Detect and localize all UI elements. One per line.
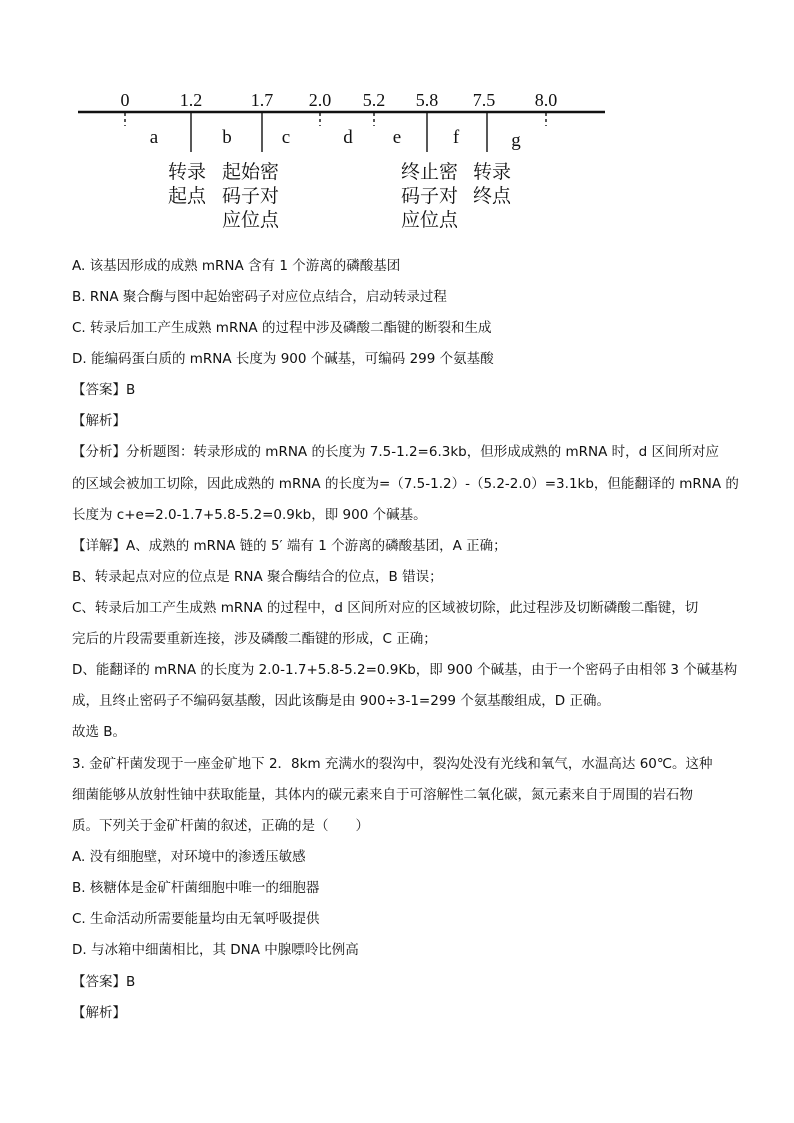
tick-label: 0: [120, 90, 130, 110]
detail-line: 【详解】A、成熟的 mRNA 链的 5′ 端有 1 个游离的磷酸基团，A 正确；: [72, 538, 507, 554]
tick-label: 1.7: [250, 90, 274, 110]
tick-label: 5.8: [415, 90, 439, 110]
tick-label: 5.2: [362, 90, 386, 110]
note-transcription-end: 终点: [473, 186, 512, 207]
note-start-codon-site: 起始密: [222, 162, 280, 183]
detail-line: 成，且终止密码子不编码氨基酸，因此该酶是由 900÷3-1=299 个氨基酸组成，D 正确。: [72, 693, 610, 709]
question-stem: 质。下列关于金矿杆菌的叙述，正确的是（ ）: [72, 818, 369, 834]
tick-label: 8.0: [534, 90, 558, 110]
tick-label: 2.0: [308, 90, 332, 110]
option-d: D. 与冰箱中细菌相比，其 DNA 中腺嘌呤比例高: [72, 942, 359, 958]
note-transcription-end: 转录: [473, 162, 512, 183]
explanation-heading: 【解析】: [72, 1005, 126, 1021]
answer-label: 【答案】B: [72, 382, 136, 398]
note-stop-codon-site: 应位点: [401, 210, 459, 231]
segment-label: g: [511, 130, 521, 151]
segment-label: c: [281, 127, 291, 148]
analysis-line: 【分析】分析题图：转录形成的 mRNA 的长度为 7.5-1.2=6.3kb，但形成成熟的 mRNA 时，d 区间所对应: [72, 444, 720, 460]
question-stem: 3. 金矿杆菌发现于一座金矿地下 2．8km 充满水的裂沟中，裂沟处没有光线和氧气，水温高达 60℃。这种: [72, 756, 713, 772]
detail-line: C、转录后加工产生成熟 mRNA 的过程中，d 区间所对应的区域被切除，此过程涉及切断磷酸二酯键，切: [72, 600, 699, 616]
question-stem: 细菌能够从放射性铀中获取能量，其体内的碳元素来自于可溶解性二氧化碳，氮元素来自于周围的岩石物: [72, 787, 693, 803]
explanation-heading: 【解析】: [72, 413, 126, 429]
option-b: B. RNA 聚合酶与图中起始密码子对应位点结合，启动转录过程: [72, 289, 447, 305]
note-transcription-start: 转录: [168, 162, 207, 183]
analysis-line: 长度为 c+e=2.0-1.7+5.8-5.2=0.9kb，即 900 个碱基。: [72, 507, 427, 523]
option-c: C. 生命活动所需要能量均由无氧呼吸提供: [72, 911, 320, 927]
note-start-codon-site: 码子对: [222, 186, 280, 207]
segment-label: d: [343, 127, 353, 148]
answer-label: 【答案】B: [72, 974, 136, 990]
option-a: A. 没有细胞壁，对环境中的渗透压敏感: [72, 849, 306, 865]
segment-label: e: [392, 127, 402, 148]
option-a: A. 该基因形成的成熟 mRNA 含有 1 个游离的磷酸基团: [72, 258, 401, 274]
gene-map-diagram: [0, 0, 794, 240]
tick-label: 1.2: [179, 90, 203, 110]
segment-label: b: [222, 127, 232, 148]
option-b: B. 核糖体是金矿杆菌细胞中唯一的细胞器: [72, 880, 320, 896]
detail-line: 完后的片段需要重新连接，涉及磷酸二酯键的形成，C 正确；: [72, 631, 437, 647]
note-start-codon-site: 应位点: [222, 210, 280, 231]
analysis-line: 的区域会被加工切除，因此成熟的 mRNA 的长度为=（7.5-1.2）-（5.2-2.0）=3.1kb，但能翻译的 mRNA 的: [72, 476, 739, 492]
segment-label: a: [149, 127, 159, 148]
note-stop-codon-site: 终止密: [401, 162, 459, 183]
tick-label: 7.5: [472, 90, 496, 110]
conclusion-line: 故选 B。: [72, 724, 127, 740]
detail-line: D、能翻译的 mRNA 的长度为 2.0-1.7+5.8-5.2=0.9Kb，即 900 个碱基，由于一个密码子由相邻 3 个碱基构: [72, 662, 738, 678]
note-transcription-start: 起点: [168, 186, 207, 207]
segment-label: f: [452, 127, 460, 148]
detail-line: B、转录起点对应的位点是 RNA 聚合酶结合的位点，B 错误；: [72, 569, 443, 585]
option-d: D. 能编码蛋白质的 mRNA 长度为 900 个碱基，可编码 299 个氨基酸: [72, 351, 494, 367]
note-stop-codon-site: 码子对: [401, 186, 459, 207]
option-c: C. 转录后加工产生成熟 mRNA 的过程中涉及磷酸二酯键的断裂和生成: [72, 320, 492, 336]
